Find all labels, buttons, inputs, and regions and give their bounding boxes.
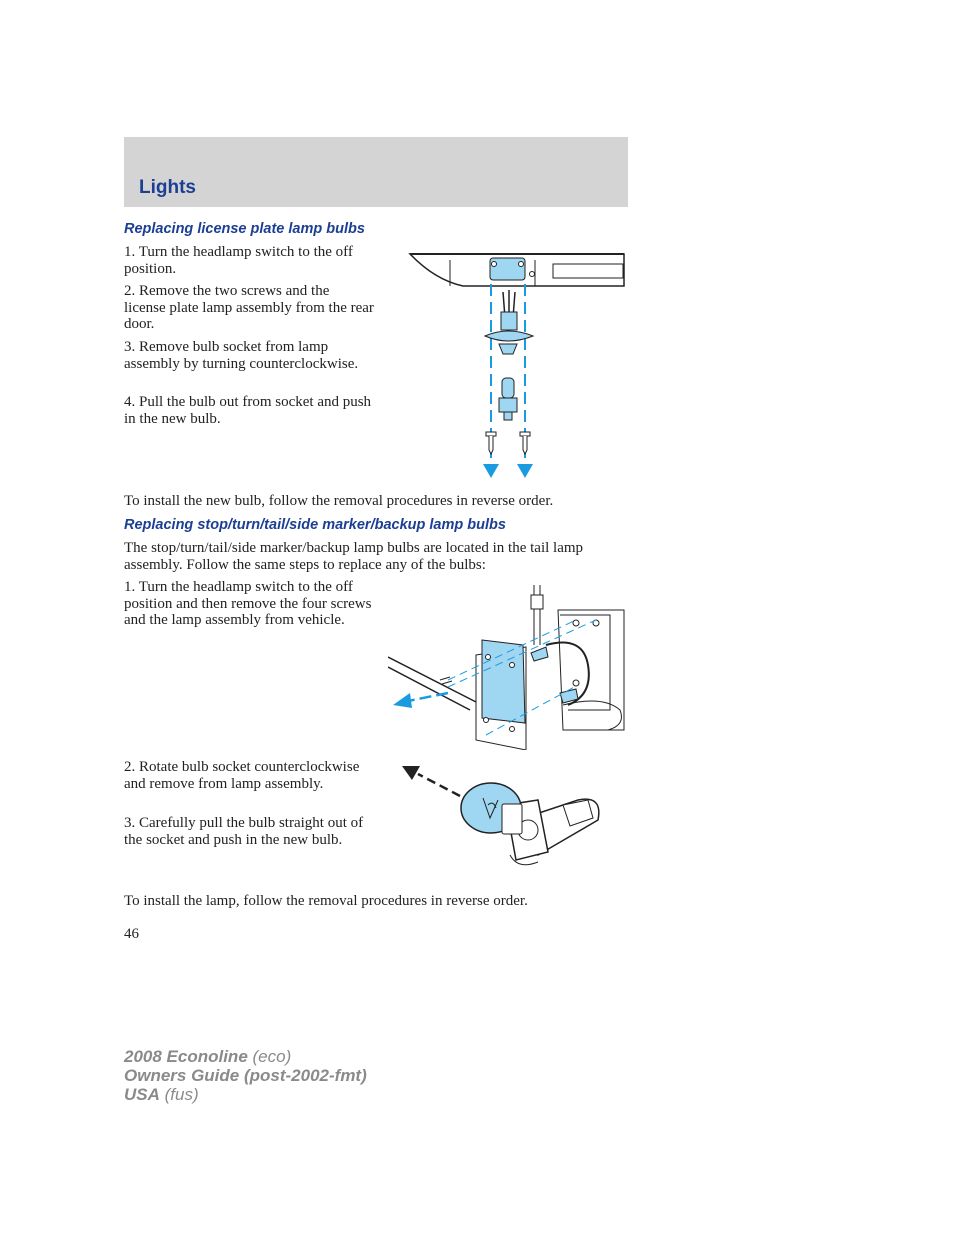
license-step-2: 2. Remove the two screws and the license plate lamp assembly from the rear door.: [124, 283, 374, 332]
footer-line-2: [124, 1066, 367, 1085]
section-header-band: [124, 137, 628, 207]
page-number: 46: [124, 926, 139, 942]
license-step-1: 1. Turn the headlamp switch to the off position.: [124, 244, 353, 277]
license-step-3: 3. Remove bulb socket from lamp assembly by turning counterclockwise.: [124, 339, 359, 372]
footer-doc-info: [124, 1047, 367, 1104]
license-plate-lamp-illustration: [405, 240, 630, 485]
footer-model: 2008 Econoline: [124, 1047, 248, 1066]
footer-line-1: [124, 1047, 367, 1066]
tail-step-1: 1. Turn the headlamp switch to the off position and then remove the four screws and the lamp assembly from vehicle.: [124, 579, 372, 628]
tail-lamp-removal-illustration: [388, 585, 628, 750]
footer-guide: Owners Guide (post-2002-fmt): [124, 1066, 367, 1085]
license-plate-heading: Replacing license plate lamp bulbs: [124, 221, 365, 237]
tail-lamp-heading: Replacing stop/turn/tail/side marker/backup lamp bulbs: [124, 517, 506, 533]
bulb-socket-illustration: [398, 760, 608, 875]
footer-market: USA: [124, 1085, 160, 1104]
footer-line-3: [124, 1085, 367, 1104]
footer-model-code: (eco): [247, 1047, 292, 1066]
tail-closing: To install the lamp, follow the removal procedures in reverse order.: [124, 893, 528, 909]
tail-step-2: 2. Rotate bulb socket counterclockwise and remove from lamp assembly.: [124, 759, 360, 792]
license-step-4: 4. Pull the bulb out from socket and push in the new bulb.: [124, 394, 372, 427]
section-title: Lights: [139, 177, 196, 198]
tail-lamp-intro: The stop/turn/tail/side marker/backup lamp bulbs are located in the tail lamp assembly. Follow the same steps to replace any of the bulbs:: [124, 540, 584, 573]
footer-market-code: (fus): [159, 1085, 199, 1104]
license-closing: To install the new bulb, follow the removal procedures in reverse order.: [124, 493, 554, 509]
tail-step-3: 3. Carefully pull the bulb straight out of the socket and push in the new bulb.: [124, 815, 364, 848]
